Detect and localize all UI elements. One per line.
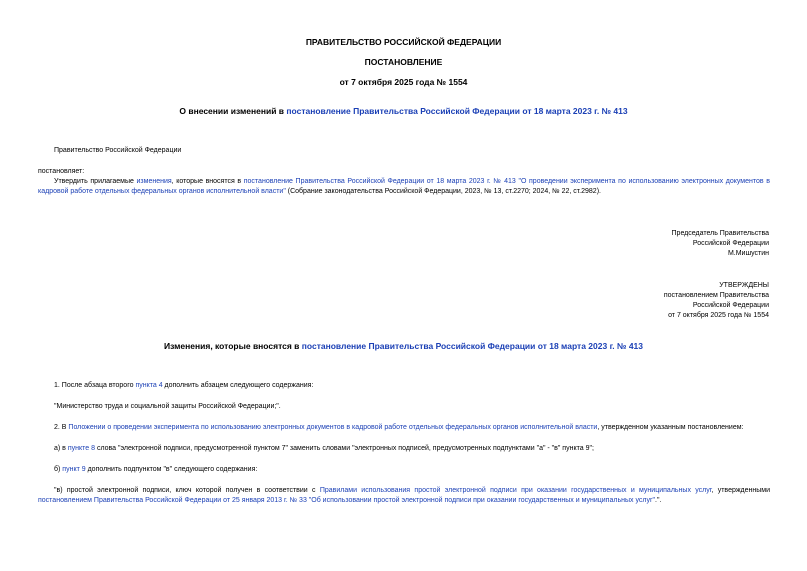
item-a-point8-link[interactable]: пункте 8 [67, 445, 95, 452]
item-2 [54, 423, 744, 433]
item-b [54, 465, 257, 475]
item-a [54, 444, 594, 454]
approved-line-4: от 7 октября 2025 года № 1554 [668, 312, 769, 320]
decree-text-2: , которые вносятся в [171, 178, 244, 185]
item-v-rules-link[interactable]: Правилами использования простой электронной подписи при оказании государственных и муниципальных услуг [319, 487, 712, 494]
decree-paragraph [38, 177, 770, 197]
item-v-decree33-link[interactable]: постановлением Правительства Российской Федерации от 25 января 2013 г. № 33 [38, 497, 307, 505]
signature-block [672, 229, 769, 259]
item-1-text-1: 1. После абзаца второго [54, 382, 136, 389]
item-1-text-2: дополнить абзацем следующего содержания: [162, 382, 314, 389]
item-2-regulation-link[interactable]: Положении о проведении эксперимента по использованию электронных документов в кадровой работе отдельных федеральных органов исполнительной власти [68, 424, 598, 431]
changes-title [0, 340, 807, 352]
item-1-quote: "Министерство труда и социальной защиты Российской Федерации;". [54, 403, 281, 410]
government-heading: ПРАВИТЕЛЬСТВО РОССИЙСКОЙ ФЕДЕРАЦИИ [305, 37, 502, 47]
item-a-text-1: а) в [54, 445, 68, 452]
item-v-text-2: , утвержденными [711, 487, 771, 494]
item-b-text-1: б) [54, 466, 63, 473]
approved-line-1: УТВЕРЖДЕНЫ [719, 282, 769, 289]
document-title [0, 105, 807, 117]
title-decree-link[interactable]: постановление Правительства Российской Федерации от 18 марта 2023 г. № 413 [286, 106, 628, 116]
item-v [38, 486, 770, 506]
item-1-point4-link[interactable]: пункта 4 [135, 382, 163, 389]
changes-link[interactable]: изменения [136, 178, 172, 185]
item-2-text-1: 2. В [54, 424, 69, 431]
signature-line-1: Председатель Правительства [671, 230, 769, 237]
document-type-heading: ПОСТАНОВЛЕНИЕ [364, 57, 443, 67]
approved-line-3: Российской Федерации [692, 302, 769, 310]
item-2-text-2: , утвержденном указанным постановлением: [597, 424, 744, 431]
date-number-heading: от 7 октября 2025 года № 1554 [339, 77, 468, 87]
decree-text-1: Утвердить прилагаемые [54, 178, 137, 185]
decree-text-4: (Собрание законодательства Российской Федерации, 2023, № 13, ст.2270; 2024, № 22, ст.2982). [285, 188, 601, 196]
item-v-text-4: .". [655, 497, 662, 505]
changes-title-text: Изменения, которые вносятся в [164, 341, 302, 351]
approved-block [664, 281, 769, 322]
changes-title-decree-link[interactable]: постановление Правительства Российской Федерации от 18 марта 2023 г. № 413 [301, 341, 643, 351]
signature-line-2: Российской Федерации [692, 240, 769, 248]
item-1 [54, 381, 313, 391]
item-b-text-2: дополнить подпунктом "в" следующего содержания: [85, 466, 258, 473]
item-a-text-2: слова "электронной подписи, предусмотренной пунктом 7" заменить словами "электронных подписей, предусмотренных подпунктами "а" - "в" пункта 9"; [95, 445, 594, 452]
item-b-point9-link[interactable]: пункт 9 [62, 466, 86, 473]
document-title-text: О внесении изменений в [179, 106, 287, 116]
preamble-subject: Правительство Российской Федерации [54, 147, 182, 154]
signature-line-3: М.Мишустин [727, 250, 769, 258]
item-v-decree33-title-link[interactable]: "Об использовании простой электронной подписи при оказании государственных и муниципальных услуг" [308, 497, 655, 505]
approved-line-2: постановлением Правительства [663, 292, 769, 300]
item-v-text-1: "в) простой электронной подписи, ключ которой получен в соответствии с [54, 487, 320, 494]
preamble-decides: постановляет: [38, 168, 85, 175]
decree-413-link[interactable]: постановление Правительства Российской Федерации от 18 марта 2023 г. № 413 [243, 178, 516, 185]
decree-title-link[interactable]: "О проведении эксперимента по использованию электронных документов в кадровой работе отдельных федеральных органов исполнительной власти" [38, 178, 770, 196]
